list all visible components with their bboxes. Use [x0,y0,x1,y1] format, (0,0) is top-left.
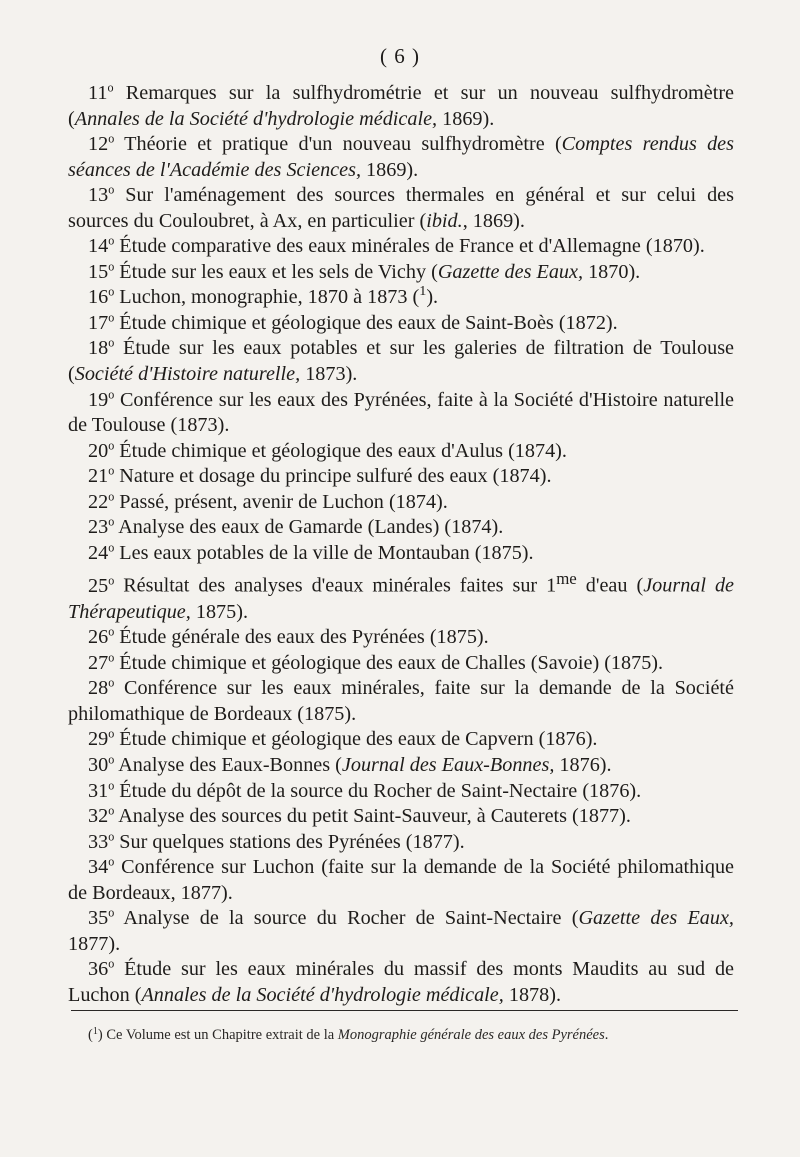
entry-journal: Annales de la Société d'hydrologie médicale, [74,107,438,130]
entry-text: 1877). [68,932,121,955]
entry-text: Étude générale des eaux des Pyrénées (1875). [119,626,489,649]
entry-text: Passé, présent, avenir de Luchon (1874). [119,490,448,513]
publication-entry [68,541,734,567]
footnote-rule [71,1010,738,1011]
entry-number: 28$^o$ [88,675,115,700]
entry-number: 31$^o$ [88,778,115,802]
publication-entry [68,855,734,906]
entry-text: , 1869). [462,209,525,232]
entry-text: Étude comparative des eaux minérales de France et d'Allemagne (1870). [119,235,705,258]
entry-number: 14$^o$ [88,233,115,258]
entry-journal: Gazette des Eaux, [578,907,734,930]
entry-text: Étude chimique et géologique des eaux de Capvern (1876). [119,728,598,751]
publication-entry [68,830,734,856]
entry-number: 32$^o$ [88,803,115,828]
publication-entry [68,81,734,132]
entry-text: Sur l'aménagement des sources thermales en général et sur celui des sources du Couloubret, à Ax, en particulier ( [68,184,734,232]
publication-entry [68,260,734,286]
publication-entry [68,566,734,625]
entry-text: Analyse des eaux de Gamarde (Landes) (1874). [118,516,504,539]
publication-list [68,81,734,1008]
publication-entry [68,779,734,805]
entry-text: 1878). [503,983,561,1006]
publication-entry [68,804,734,830]
entry-number: 18$^o$ [88,335,115,360]
entry-text: Étude du dépôt de la source du Rocher de Saint-Nectaire (1876). [119,779,642,802]
entry-number: 33$^o$ [88,829,115,853]
publication-entry [68,234,734,260]
entry-number: 34$^o$ [88,854,115,879]
publication-entry [68,490,734,516]
entry-text: 1870). [583,260,641,283]
entry-text: d'eau ( [576,575,644,598]
entry-number: 15$^o$ [88,259,115,283]
entry-number: 22$^o$ [88,489,115,513]
entry-journal: Journal de Thérapeutique, [68,575,735,623]
entry-text: Conférence sur Luchon (faite sur la demande de la Société philomathique de Bordeaux, 1877). [68,856,734,904]
entry-text: 1873). [300,363,358,386]
entry-number: 17$^o$ [88,310,115,334]
entry-number: 25$^o$ [88,573,115,598]
entry-text: Analyse des sources du petit Saint-Sauveur, à Cauterets (1877). [118,805,631,828]
entry-number: 23$^o$ [88,514,115,539]
publication-entry [68,651,734,677]
publication-entry [68,285,734,311]
publication-entry [68,183,734,234]
entry-text: Étude sur les eaux et les sels de Vichy ( [119,260,438,283]
entry-journal: ibid. [426,209,463,232]
entry-journal: Annales de la Société d'hydrologie médicale, [141,983,504,1006]
entry-text: Étude sur les eaux minérales du massif des monts Maudits au sud de Luchon ( [68,958,735,1006]
entry-text: Étude sur les eaux potables et sur les galeries de filtration de Toulouse ( [68,337,735,386]
entry-number: 20$^o$ [88,438,115,462]
entry-text: Résultat des analyses d'eaux minérales faites sur 1 [123,575,557,598]
entry-text: Étude chimique et géologique des eaux d'Aulus (1874). [119,439,567,462]
entry-journal: Comptes rendus des séances de l'Académie des Sciences, [68,133,734,181]
footnote-text: Ce Volume est un Chapitre extrait de la [102,1027,338,1043]
entry-number: 11$^o$ [88,80,114,104]
entry-number: 35$^o$ [88,905,115,930]
publication-entry [68,388,734,439]
footnote-title: Monographie générale des eaux des Pyrénées [337,1027,605,1043]
publication-entry [68,957,734,1008]
entry-number: 13$^o$ [88,182,115,207]
entry-journal: Journal des Eaux-Bonnes, [341,753,555,776]
entry-text: 1875). [190,600,248,623]
entry-number: 26$^o$ [88,624,115,649]
publication-entry [68,464,734,490]
entry-text: Nature et dosage du principe sulfuré des eaux (1874). [119,465,552,488]
entry-journal: Société d'Histoire naturelle, [74,363,301,386]
entry-text: Conférence sur les eaux minérales, faite sur la demande de la Société philomathique de Bordeaux (1875). [68,677,735,725]
entry-text: 1876). [554,753,612,776]
entry-text: Étude chimique et géologique des eaux de Challes (Savoie) (1875). [119,651,664,674]
publication-entry [68,336,734,387]
entry-number: 16$^o$ [88,284,115,309]
publication-entry [68,311,734,337]
page-number: ( 6 ) [380,44,420,68]
entry-number: 27$^o$ [88,650,115,674]
entry-text: Analyse de la source du Rocher de Saint-Nectaire ( [123,907,579,930]
entry-number: 12$^o$ [88,131,115,156]
footnote-end: . [604,1027,609,1043]
entry-number: 19$^o$ [88,387,115,411]
publication-entry [68,676,734,727]
entry-text: Luchon, monographie, 1870 à 1873 ( [119,286,420,309]
entry-text: 1869). [437,107,495,130]
entry-text: Théorie et pratique d'un nouveau sulfhydromètre ( [124,133,562,156]
entry-number: 29$^o$ [88,726,115,751]
entry-number: 21$^o$ [88,463,115,488]
entry-number: 30$^o$ [88,752,115,776]
entry-text: Sur quelques stations des Pyrénées (1877). [119,830,465,853]
entry-superscript: me [556,569,577,589]
publication-entry [68,439,734,465]
footnote: ($^1$) Ce Volume est un Chapitre extrait de la Monographie générale des eaux des Pyrénées. [88,1025,609,1043]
entry-journal: Gazette des Eaux, [437,260,584,283]
entry-text: Les eaux potables de la ville de Montauban (1875). [119,541,534,564]
entry-text: Étude chimique et géologique des eaux de Saint-Boès (1872). [119,311,618,334]
publication-entry [68,906,734,957]
entry-text: Conférence sur les eaux des Pyrénées, faite à la Société d'Histoire naturelle de Toulouse (1873). [68,388,735,437]
entry-number: 24$^o$ [88,540,115,564]
entry-text: ). [426,286,439,309]
publication-entry [68,753,734,779]
publication-entry [68,132,734,183]
entry-number: 36$^o$ [88,956,115,981]
entry-text: Remarques sur la sulfhydrométrie et sur un nouveau sulfhydromètre ( [68,82,734,130]
publication-entry [68,515,734,541]
entry-text: Analyse des Eaux-Bonnes ( [118,753,342,776]
footnote-marker: 1 [92,1025,98,1037]
footnote-reference: 1 [419,283,427,300]
publication-entry [68,727,734,753]
entry-text: 1869). [361,158,419,181]
publication-entry [68,625,734,651]
